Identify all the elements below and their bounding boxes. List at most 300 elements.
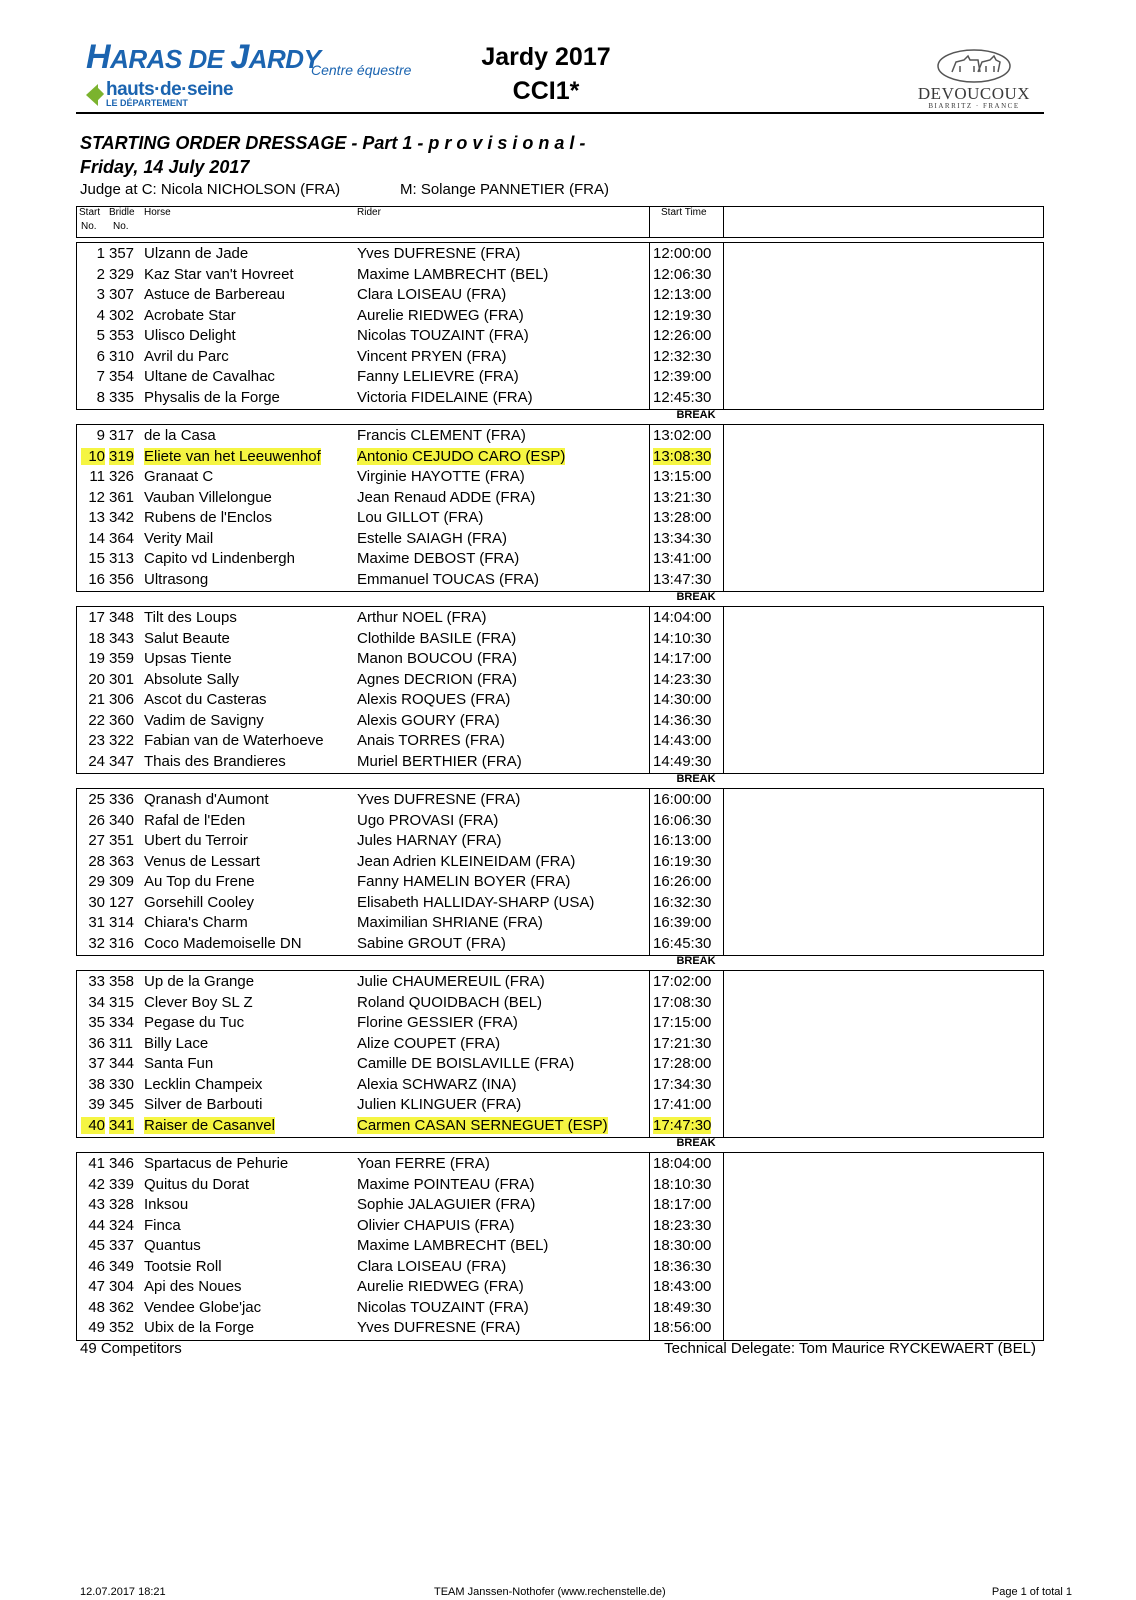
table-row (77, 871, 1043, 891)
start-time: 17:02:00 (653, 973, 712, 990)
bridle-number: 302 (109, 306, 135, 324)
start-group (76, 1152, 1044, 1341)
rider-name: Fanny LELIEVRE (FRA) (357, 368, 519, 385)
horse-name: Finca (144, 1216, 181, 1234)
table-row (77, 789, 1043, 809)
rider-name: Yves DUFRESNE (FRA) (357, 1319, 521, 1336)
start-time: 14:43:00 (653, 732, 712, 749)
start-time: 18:56:00 (653, 1319, 712, 1336)
bridle-number: 362 (109, 1298, 135, 1316)
page-number: Page 1 of total 1 (991, 1586, 1072, 1598)
horse-name: Quitus du Dorat (144, 1175, 250, 1193)
start-time: 18:30:00 (653, 1237, 712, 1254)
bridle-number: 347 (109, 752, 135, 770)
start-number: 31 (88, 914, 105, 931)
bridle-number: 326 (109, 468, 135, 485)
table-row (77, 710, 1043, 730)
start-time: 13:15:00 (653, 468, 712, 485)
table-row (77, 1153, 1043, 1173)
table-row (77, 1256, 1043, 1276)
bridle-number: 349 (109, 1257, 135, 1275)
rider-name: Antonio CEJUDO CARO (ESP) (357, 447, 566, 465)
rider-name: Camille DE BOISLAVILLE (FRA) (357, 1055, 575, 1072)
horse-name: Raiser de Casanvel (144, 1116, 275, 1134)
start-number: 8 (96, 388, 105, 406)
horse-name: Acrobate Star (144, 306, 236, 324)
rider-name: Florine GESSIER (FRA) (357, 1014, 518, 1031)
table-row (77, 305, 1043, 325)
bridle-number: 352 (109, 1319, 135, 1336)
rider-name: Fanny HAMELIN BOYER (FRA) (357, 873, 571, 890)
start-number: 4 (96, 306, 105, 324)
rider-name: Yves DUFRESNE (FRA) (357, 791, 521, 808)
start-number: 19 (88, 650, 105, 667)
start-time: 14:30:00 (653, 691, 712, 708)
bridle-number: 344 (109, 1055, 135, 1072)
horse-name: Rubens de l'Enclos (144, 509, 272, 526)
col-divider (723, 207, 724, 237)
start-number: 41 (88, 1155, 105, 1172)
horse-name: Capito vd Lindenbergh (144, 550, 295, 567)
rider-name: Ugo PROVASI (FRA) (357, 811, 499, 829)
break-label: BREAK (676, 1137, 716, 1149)
rider-name: Jean Renaud ADDE (FRA) (357, 488, 536, 506)
start-number: 1 (96, 245, 105, 262)
rider-name: Alexis ROQUES (FRA) (357, 691, 511, 708)
horse-name: Vauban Villelongue (144, 488, 272, 506)
horse-name: Upsas Tiente (144, 650, 232, 667)
horse-name: Venus de Lessart (144, 852, 260, 870)
start-time: 16:00:00 (653, 791, 712, 808)
horse-name: Lecklin Champeix (144, 1075, 263, 1093)
start-time: 14:23:30 (653, 670, 712, 688)
horse-name: Quantus (144, 1237, 201, 1254)
brand-place: BIARRITZ · FRANCE (928, 102, 1020, 110)
start-time: 16:32:30 (653, 893, 712, 911)
col-bridle-label: Bridle (109, 207, 135, 218)
table-row (77, 466, 1043, 486)
start-number: 28 (88, 852, 105, 870)
horse-carriage-icon (934, 46, 1014, 84)
table-row (77, 892, 1043, 912)
start-number: 45 (88, 1237, 105, 1254)
horse-name: Qranash d'Aumont (144, 791, 269, 808)
rider-name: Clothilde BASILE (FRA) (357, 629, 517, 647)
table-row (77, 446, 1043, 466)
table-row (77, 912, 1043, 932)
start-number: 37 (88, 1055, 105, 1072)
table-row (77, 607, 1043, 627)
break-label: BREAK (676, 773, 716, 785)
start-time: 17:15:00 (653, 1014, 712, 1031)
rider-name: Clara LOISEAU (FRA) (357, 1257, 507, 1275)
devoucoux-logo (912, 46, 1036, 108)
horse-name: Silver de Barbouti (144, 1096, 263, 1113)
rider-name: Yoan FERRE (FRA) (357, 1155, 490, 1172)
start-number: 29 (88, 873, 105, 890)
horse-name: Avril du Parc (144, 347, 229, 365)
break-label: BREAK (676, 591, 716, 603)
start-time: 12:45:30 (653, 388, 712, 406)
start-group (76, 970, 1044, 1138)
hauts-de-seine-text: hauts·de·seine (106, 79, 234, 100)
horse-name: Ultane de Cavalhac (144, 368, 275, 385)
start-time: 13:34:30 (653, 529, 712, 547)
table-row (77, 284, 1043, 304)
start-time: 12:19:30 (653, 306, 712, 324)
rider-name: Maxime LAMBRECHT (BEL) (357, 265, 549, 283)
rider-name: Aurelie RIEDWEG (FRA) (357, 1278, 524, 1295)
rider-name: Alize COUPET (FRA) (357, 1034, 501, 1052)
table-row (77, 730, 1043, 750)
start-time: 13:28:00 (653, 509, 712, 526)
start-time: 17:08:30 (653, 993, 712, 1011)
table-row (77, 346, 1043, 366)
start-time: 13:41:00 (653, 550, 712, 567)
start-number: 6 (96, 347, 105, 365)
horse-name: Billy Lace (144, 1034, 209, 1052)
bridle-number: 346 (109, 1155, 135, 1172)
bridle-number: 343 (109, 629, 135, 647)
bridle-number: 363 (109, 852, 135, 870)
table-row (77, 1276, 1043, 1296)
col-rider-label: Rider (357, 207, 381, 218)
rider-name: Arthur NOEL (FRA) (357, 609, 487, 626)
col-divider (649, 207, 650, 237)
horse-name: Ulzann de Jade (144, 245, 249, 262)
table-row (77, 851, 1043, 871)
bridle-number: 127 (109, 893, 135, 911)
start-number: 24 (88, 752, 105, 770)
bridle-number: 337 (109, 1237, 135, 1254)
rider-name: Lou GILLOT (FRA) (357, 509, 484, 526)
start-number: 16 (88, 570, 105, 588)
bridle-number: 309 (109, 873, 135, 890)
table-row (77, 810, 1043, 830)
start-number: 36 (88, 1034, 105, 1052)
horse-name: Eliete van het Leeuwenhof (144, 447, 321, 465)
horse-name: de la Casa (144, 427, 216, 444)
rider-name: Jules HARNAY (FRA) (357, 832, 502, 849)
rider-name: Jean Adrien KLEINEIDAM (FRA) (357, 852, 576, 870)
table-row (77, 1235, 1043, 1255)
start-number: 35 (88, 1014, 105, 1031)
bridle-number: 348 (109, 609, 135, 626)
horse-name: Kaz Star van't Hovreet (144, 265, 294, 283)
start-time: 13:47:30 (653, 570, 712, 588)
start-number: 42 (88, 1175, 105, 1193)
start-number: 2 (96, 265, 105, 283)
table-row (77, 264, 1043, 284)
bridle-number: 317 (109, 427, 135, 444)
rider-name: Maxime POINTEAU (FRA) (357, 1175, 535, 1193)
start-number: 21 (88, 691, 105, 708)
document-title: STARTING ORDER DRESSAGE - Part 1 - p r o v i s i o n a l - (80, 133, 586, 153)
horse-name: Vadim de Savigny (144, 711, 264, 729)
table-row (77, 648, 1043, 668)
horse-name: Inksou (144, 1196, 189, 1213)
start-number: 49 (88, 1319, 105, 1336)
start-number: 32 (88, 934, 105, 952)
rider-name: Muriel BERTHIER (FRA) (357, 752, 522, 770)
rider-name: Maxime LAMBRECHT (BEL) (357, 1237, 549, 1254)
table-row (77, 1053, 1043, 1073)
bridle-number: 329 (109, 265, 135, 283)
bridle-number: 364 (109, 529, 135, 547)
event-title: Jardy 2017 (481, 43, 611, 71)
bridle-number: 319 (109, 447, 135, 465)
table-row (77, 1033, 1043, 1053)
col-start-label: Start (79, 207, 101, 218)
horse-name: Ulisco Delight (144, 327, 236, 344)
horse-name: Au Top du Frene (144, 873, 255, 890)
rider-name: Clara LOISEAU (FRA) (357, 286, 507, 303)
rider-name: Sabine GROUT (FRA) (357, 934, 506, 952)
table-row (77, 830, 1043, 850)
rider-name: Yves DUFRESNE (FRA) (357, 245, 521, 262)
bridle-number: 361 (109, 488, 135, 506)
brand-name: DEVOUCOUX (917, 84, 1031, 103)
bridle-number: 351 (109, 832, 135, 849)
horse-name: Absolute Sally (144, 670, 240, 688)
bridle-number: 345 (109, 1096, 135, 1113)
start-number: 30 (88, 893, 105, 911)
bridle-number: 341 (109, 1116, 135, 1134)
rider-name: Julie CHAUMEREUIL (FRA) (357, 973, 545, 990)
horse-name: Api des Noues (144, 1278, 242, 1295)
rider-name: Nicolas TOUZAINT (FRA) (357, 327, 529, 344)
rider-name: Alexia SCHWARZ (INA) (357, 1075, 517, 1093)
start-time: 18:49:30 (653, 1298, 712, 1316)
start-time: 16:45:30 (653, 934, 712, 952)
table-row (77, 1012, 1043, 1032)
horse-name: Verity Mail (144, 529, 214, 547)
start-time: 14:10:30 (653, 629, 712, 647)
table-row (77, 689, 1043, 709)
start-time: 14:17:00 (653, 650, 712, 667)
bridle-number: 334 (109, 1014, 135, 1031)
start-number: 12 (88, 488, 105, 506)
judge-c: Judge at C: Nicola NICHOLSON (FRA) (80, 181, 341, 198)
start-time: 18:10:30 (653, 1175, 712, 1193)
start-number: 3 (96, 286, 105, 303)
horse-name: Salut Beaute (144, 629, 230, 647)
table-row (77, 669, 1043, 689)
start-number: 38 (88, 1075, 105, 1093)
bridle-number: 360 (109, 711, 135, 729)
start-group (76, 424, 1044, 592)
bridle-number: 330 (109, 1075, 135, 1093)
bridle-number: 342 (109, 509, 135, 526)
horse-name: Granaat C (144, 468, 214, 485)
bridle-number: 328 (109, 1196, 135, 1213)
horse-name: Ultrasong (144, 570, 209, 588)
break-label: BREAK (676, 409, 716, 421)
start-group (76, 606, 1044, 774)
logo-title: HARAS DE JARDY (86, 38, 321, 76)
start-group (76, 242, 1044, 410)
bridle-number: 311 (109, 1034, 133, 1052)
bridle-number: 310 (109, 347, 135, 365)
rider-name: Julien KLINGUER (FRA) (357, 1096, 522, 1113)
table-row (77, 528, 1043, 548)
start-time: 17:47:30 (653, 1116, 712, 1134)
start-time: 12:13:00 (653, 286, 712, 303)
rider-name: Maxime DEBOST (FRA) (357, 550, 520, 567)
bridle-number: 324 (109, 1216, 135, 1234)
col-horse-label: Horse (144, 207, 171, 218)
horse-name: Pegase du Tuc (144, 1014, 245, 1031)
horse-name: Fabian van de Waterhoeve (144, 732, 324, 749)
start-number: 7 (96, 368, 105, 385)
bridle-number: 339 (109, 1175, 135, 1193)
start-number: 27 (88, 832, 105, 849)
horse-name: Ascot du Casteras (144, 691, 267, 708)
rider-name: Nicolas TOUZAINT (FRA) (357, 1298, 529, 1316)
start-time: 13:21:30 (653, 488, 712, 506)
horse-name: Santa Fun (144, 1055, 214, 1072)
start-time: 13:02:00 (653, 427, 712, 444)
event-title-block (466, 40, 626, 108)
column-header (76, 206, 1044, 238)
horse-name: Chiara's Charm (144, 914, 248, 931)
document-date: Friday, 14 July 2017 (80, 157, 250, 177)
start-number: 43 (88, 1196, 105, 1213)
bridle-number: 322 (109, 732, 135, 749)
bridle-number: 353 (109, 327, 135, 344)
start-time: 12:39:00 (653, 368, 712, 385)
start-number: 34 (88, 993, 105, 1011)
rider-name: Agnes DECRION (FRA) (357, 670, 518, 688)
start-time: 12:32:30 (653, 347, 712, 365)
bridle-number: 314 (109, 914, 135, 931)
bridle-number: 356 (109, 570, 135, 588)
start-number: 9 (96, 427, 105, 444)
table-row (77, 1297, 1043, 1317)
start-number: 39 (88, 1096, 105, 1113)
bridle-number: 313 (109, 550, 135, 567)
horse-name: Vendee Globe'jac (144, 1298, 262, 1316)
credit-line: TEAM Janssen-Nothofer (www.rechenstelle.de) (434, 1586, 666, 1598)
horse-name: Physalis de la Forge (144, 388, 280, 406)
bridle-number: 315 (109, 993, 135, 1011)
horse-name: Up de la Grange (144, 973, 255, 990)
rider-name: Virginie HAYOTTE (FRA) (357, 468, 525, 485)
start-time: 16:39:00 (653, 914, 712, 931)
start-number: 11 (89, 468, 105, 485)
bridle-number: 340 (109, 811, 135, 829)
horse-name: Astuce de Barbereau (144, 286, 285, 303)
start-time: 16:26:00 (653, 873, 712, 890)
start-time: 16:13:00 (653, 832, 712, 849)
table-row (77, 1094, 1043, 1114)
start-time: 18:04:00 (653, 1155, 712, 1172)
start-time: 16:06:30 (653, 811, 712, 829)
start-time: 14:49:30 (653, 752, 712, 770)
bridle-number: 358 (109, 973, 135, 990)
table-row (77, 1317, 1043, 1337)
table-row (77, 366, 1043, 386)
start-number: 44 (88, 1216, 105, 1234)
horse-name: Thais des Brandieres (144, 752, 286, 770)
rider-name: Victoria FIDELAINE (FRA) (357, 388, 533, 406)
rider-name: Francis CLEMENT (FRA) (357, 427, 526, 444)
start-number: 18 (88, 629, 105, 647)
start-time: 14:36:30 (653, 711, 712, 729)
page-header (76, 38, 1044, 114)
bridle-number: 359 (109, 650, 135, 667)
start-number: 46 (88, 1257, 105, 1275)
start-number: 15 (88, 550, 105, 567)
rider-name: Manon BOUCOU (FRA) (357, 650, 518, 667)
start-time: 18:23:30 (653, 1216, 712, 1234)
start-group (76, 788, 1044, 956)
horse-name: Rafal de l'Eden (144, 811, 246, 829)
horse-name: Tootsie Roll (144, 1257, 222, 1275)
bridle-number: 307 (109, 286, 135, 303)
bridle-number: 306 (109, 691, 135, 708)
start-time: 14:04:00 (653, 609, 712, 626)
rider-name: Maximilian SHRIANE (FRA) (357, 914, 543, 931)
start-time: 12:00:00 (653, 245, 712, 262)
judges-line (80, 181, 609, 198)
judge-m: M: Solange PANNETIER (FRA) (400, 181, 609, 198)
table-row (77, 243, 1043, 263)
table-row (77, 628, 1043, 648)
start-number: 47 (88, 1278, 105, 1295)
bridle-number: 304 (109, 1278, 135, 1295)
bridle-number: 336 (109, 791, 135, 808)
table-row (77, 1074, 1043, 1094)
rider-name: Elisabeth HALLIDAY-SHARP (USA) (357, 893, 595, 911)
rider-name: Estelle SAIAGH (FRA) (357, 529, 508, 547)
table-row (77, 1194, 1043, 1214)
start-time: 17:28:00 (653, 1055, 712, 1072)
start-number: 14 (88, 529, 105, 547)
table-row (77, 548, 1043, 568)
table-row (77, 1215, 1043, 1235)
start-time: 17:34:30 (653, 1075, 712, 1093)
bridle-number: 301 (109, 670, 135, 688)
horse-name: Ubert du Terroir (144, 832, 248, 849)
start-number: 22 (88, 711, 105, 729)
table-row (77, 425, 1043, 445)
rider-name: Carmen CASAN SERNEGUET (ESP) (357, 1116, 608, 1134)
table-row (77, 751, 1043, 771)
start-time: 18:17:00 (653, 1196, 712, 1213)
horse-name: Tilt des Loups (144, 609, 237, 626)
table-row (77, 487, 1043, 507)
rider-name: Emmanuel TOUCAS (FRA) (357, 570, 539, 588)
horse-name: Ubix de la Forge (144, 1319, 255, 1336)
table-row (77, 1174, 1043, 1194)
horse-name: Clever Boy SL Z (144, 993, 253, 1011)
event-class: CCI1* (512, 77, 580, 105)
table-row (77, 1115, 1043, 1135)
bridle-number: 316 (109, 934, 135, 952)
table-row (77, 569, 1043, 589)
start-time: 18:36:30 (653, 1257, 712, 1275)
rider-name: Sophie JALAGUIER (FRA) (357, 1196, 536, 1213)
start-number: 40 (81, 1117, 105, 1134)
rider-name: Anais TORRES (FRA) (357, 732, 505, 749)
start-number: 10 (81, 448, 105, 465)
table-row (77, 387, 1043, 407)
start-number: 25 (88, 791, 105, 808)
col-bridle-label-2: No. (113, 221, 129, 232)
start-time: 17:21:30 (653, 1034, 712, 1052)
start-time: 12:26:00 (653, 327, 712, 344)
